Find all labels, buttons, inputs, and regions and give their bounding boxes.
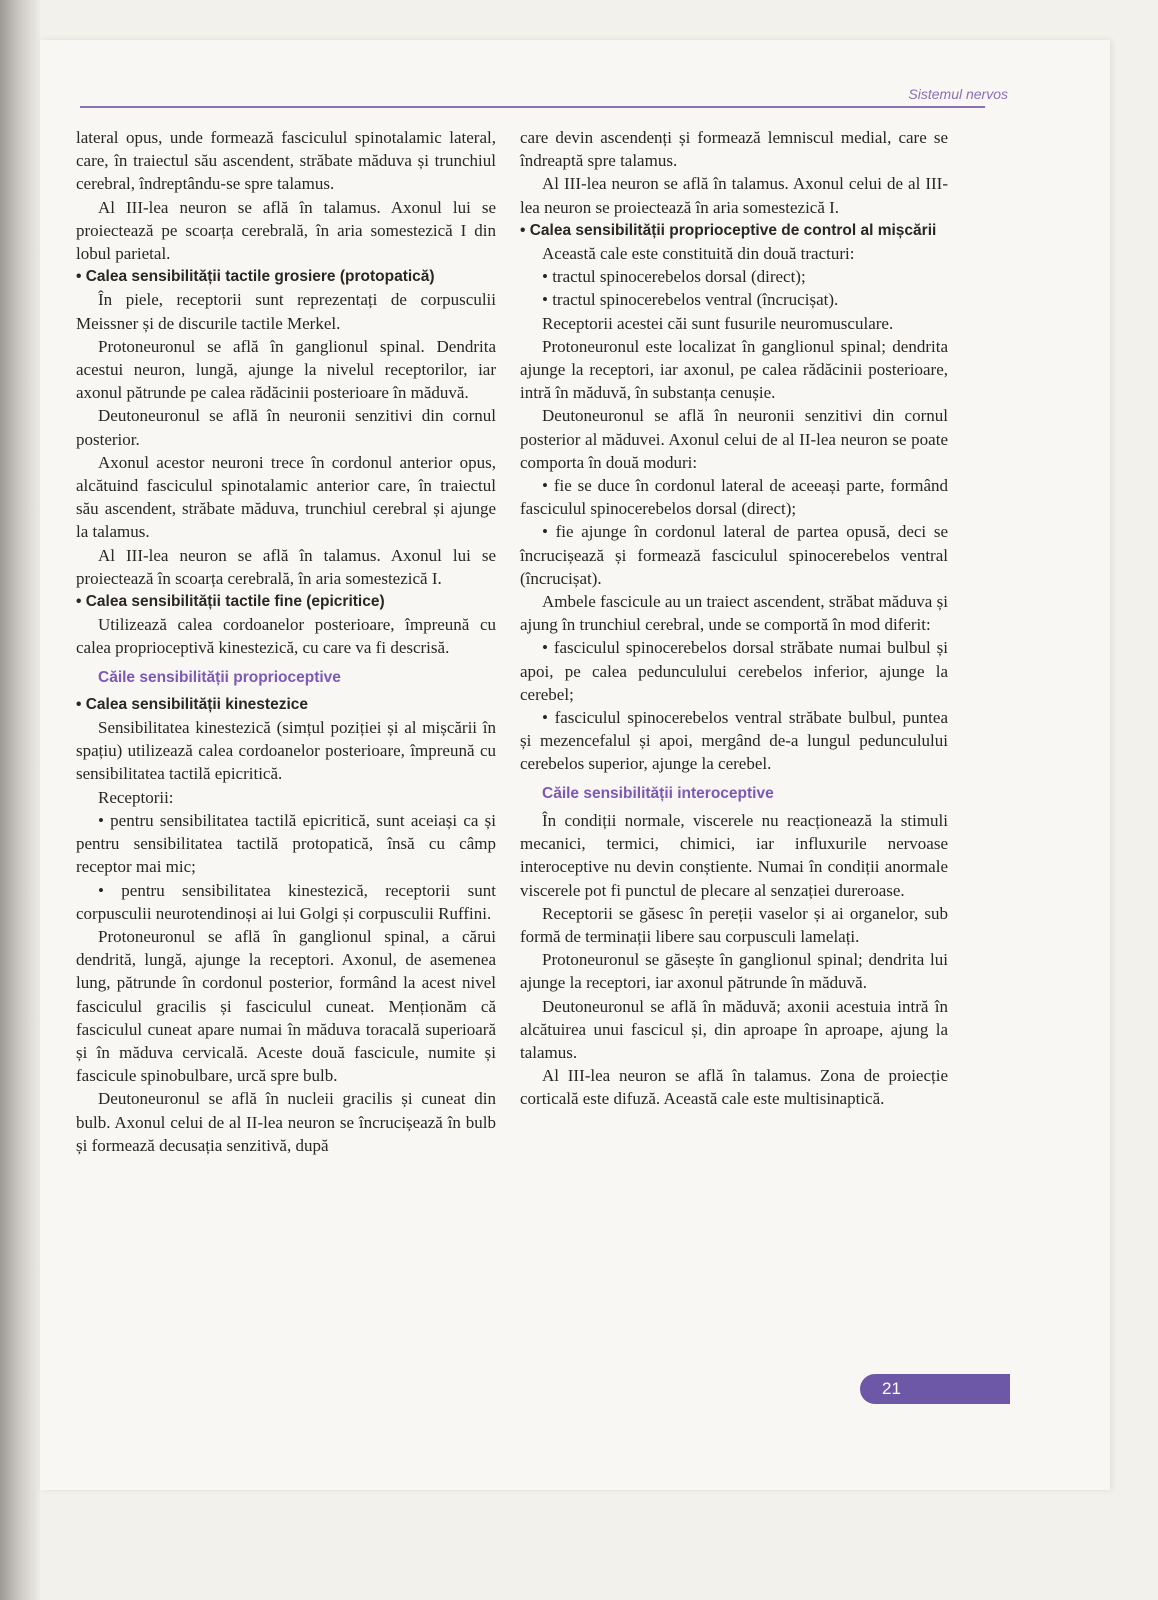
page-number: 21: [860, 1374, 1010, 1404]
left-bullet-item: • pentru sensibilitatea tactilă epicritică, sunt aceiași ca și pentru sensibilitatea tactilă protopatică, însă cu câmp receptor mai mic;: [76, 810, 496, 877]
left-subheading: • Calea sensibilității tactile fine (epicritice): [76, 593, 385, 611]
right-paragraph: Deutoneuronul se află în măduvă; axonii acestuia intră în alcătuirea unui fascicul și, din aproape în aproape, ajung la talamus.: [520, 996, 948, 1062]
left-paragraph: Deutoneuronul se află în neuronii senzitivi din cornul posterior.: [76, 406, 496, 449]
right-paragraph: Această cale este constituită din două tracturi:: [542, 244, 855, 264]
right-paragraph: Al III-lea neuron se află în talamus. Axonul celui de al III-lea neuron se proiectează în aria somestezică I.: [520, 174, 948, 217]
header-rule: [80, 106, 985, 108]
left-subheading: • Calea sensibilității kinestezice: [76, 695, 309, 713]
right-bullet-item: • fie ajunge în cordonul lateral de partea opusă, deci se încrucișează și formează fasciculul spinocerebelos ventral (încrucișat).: [520, 522, 948, 588]
right-paragraph: Receptorii se găsesc în pereții vaselor și ai organelor, sub formă de terminații libere sau corpusculi lamelați.: [520, 903, 948, 946]
left-paragraph: Deutoneuronul se află în nucleii gracilis și cuneat din bulb. Axonul celui de al II-lea neuron se încrucișează în bulb și formează decusația senzitivă, după: [76, 1089, 496, 1155]
scan-edge: [0, 0, 40, 1600]
right-section-heading: Căile sensibilității interoceptive: [542, 784, 774, 802]
left-paragraph: lateral opus, unde formează fasciculul spinotalamic lateral, care, în traiectul său ascendent, străbate măduva și trunchiul cerebral, îndreptându-se spre talamus.: [76, 128, 496, 194]
left-paragraph: În piele, receptorii sunt reprezentați de corpusculii Meissner și de discurile tactile Merkel.: [76, 290, 496, 333]
right-column: [520, 126, 948, 1111]
right-subheading: • Calea sensibilității proprioceptive de control al mișcării: [520, 221, 937, 239]
left-paragraph: Protoneuronul se află în ganglionul spinal. Dendrita acestui neuron, lungă, ajunge la nivelul receptorilor, iar axonul pătrunde pe calea rădăcinii posterioare în măduvă.: [76, 336, 496, 403]
left-paragraph: Axonul acestor neuroni trece în cordonul anterior opus, alcătuind fasciculul spinotalamic anterior care, în traiectul său ascendent, străbate măduva, trunchiul cerebral și ajunge la talamus.: [76, 452, 496, 542]
left-paragraph: Protoneuronul se află în ganglionul spinal, a cărui dendrită, lungă, ajunge la receptori. Axonul, de asemenea lung, pătrunde în cordonul posterior, formând la acest nivel fasciculul gracilis și fasciculul cuneat. Menționăm că fasciculul cuneat apare numai în măduva toracală superioară și în măduva cervicală. Aceste două fascicule, numite și fascicule spinobulbare, urcă spre bulb.: [76, 926, 496, 1086]
left-paragraph: Al III-lea neuron se află în talamus. Axonul lui se proiectează în scoarța cerebrală, în aria somestezică I.: [76, 545, 496, 588]
right-bullet-item: • fasciculul spinocerebelos dorsal străbate numai bulbul și apoi, pe calea pedunculului cerebelos inferior, ajunge la cerebel;: [520, 638, 948, 704]
right-paragraph: În condiții normale, viscerele nu reacționează la stimuli mecanici, termici, chimici, iar influxurile nervoase interoceptive nu devin conștiente. Numai în condiții anormale viscerele pot fi punctul de plecare al senzației dureroase.: [520, 810, 948, 900]
right-bullet-item: • fie se duce în cordonul lateral de aceeași parte, formând fasciculul spinocerebelos dorsal (direct);: [520, 476, 948, 519]
right-paragraph: Ambele fascicule au un traiect ascendent, străbat măduva și ajung în trunchiul cerebral, unde se comportă în mod diferit:: [520, 592, 948, 635]
left-column: [76, 126, 496, 1157]
right-bullet-item: • tractul spinocerebelos ventral (încrucișat).: [542, 290, 839, 310]
right-paragraph: Al III-lea neuron se află în talamus. Zona de proiecție corticală este difuză. Această cale este multisinaptică.: [520, 1066, 948, 1109]
left-subheading: • Calea sensibilității tactile grosiere (protopatică): [76, 268, 435, 286]
left-paragraph: Receptorii:: [98, 787, 174, 807]
right-paragraph: Protoneuronul se găsește în ganglionul spinal; dendrita lui ajunge la receptori, iar axonul pătrunde în măduvă.: [520, 950, 948, 993]
right-bullet-item: • fasciculul spinocerebelos ventral străbate bulbul, puntea și mezencefalul și apoi, mergând de-a lungul pedunculului cerebelos superior, ajunge la cerebel.: [520, 708, 948, 774]
left-section-heading: Căile sensibilității proprioceptive: [98, 668, 341, 686]
right-paragraph: Receptorii acestei căi sunt fusurile neuromusculare.: [542, 313, 894, 333]
left-paragraph: Sensibilitatea kinestezică (simțul poziției și al mișcării în spațiu) utilizează calea cordoanelor posterioare, împreună cu sensibilitatea tactilă epicritică.: [76, 718, 496, 784]
left-paragraph: Utilizează calea cordoanelor posterioare, împreună cu calea proprioceptivă kinestezică, cu care va fi descrisă.: [76, 615, 496, 658]
chapter-label: Sistemul nervos: [908, 86, 1008, 102]
right-paragraph: Protoneuronul este localizat în ganglionul spinal; dendrita ajunge la receptori, iar axonul, pe calea rădăcinii posterioare, intră în măduvă, în substanța cenușie.: [520, 336, 948, 403]
right-bullet-item: • tractul spinocerebelos dorsal (direct);: [542, 267, 806, 287]
right-paragraph: care devin ascendenți și formează lemniscul medial, care se îndreaptă spre talamus.: [520, 128, 948, 171]
left-paragraph: Al III-lea neuron se află în talamus. Axonul lui se proiectează pe scoarța cerebrală, în aria somestezică I din lobul parietal.: [76, 197, 496, 264]
left-bullet-item: • pentru sensibilitatea kinestezică, receptorii sunt corpusculii neurotendinoși ai lui Golgi și corpusculii Ruffini.: [76, 880, 496, 923]
right-paragraph: Deutoneuronul se află în neuronii senzitivi din cornul posterior al măduvei. Axonul celui de al II-lea neuron se poate comporta în două moduri:: [520, 406, 948, 472]
